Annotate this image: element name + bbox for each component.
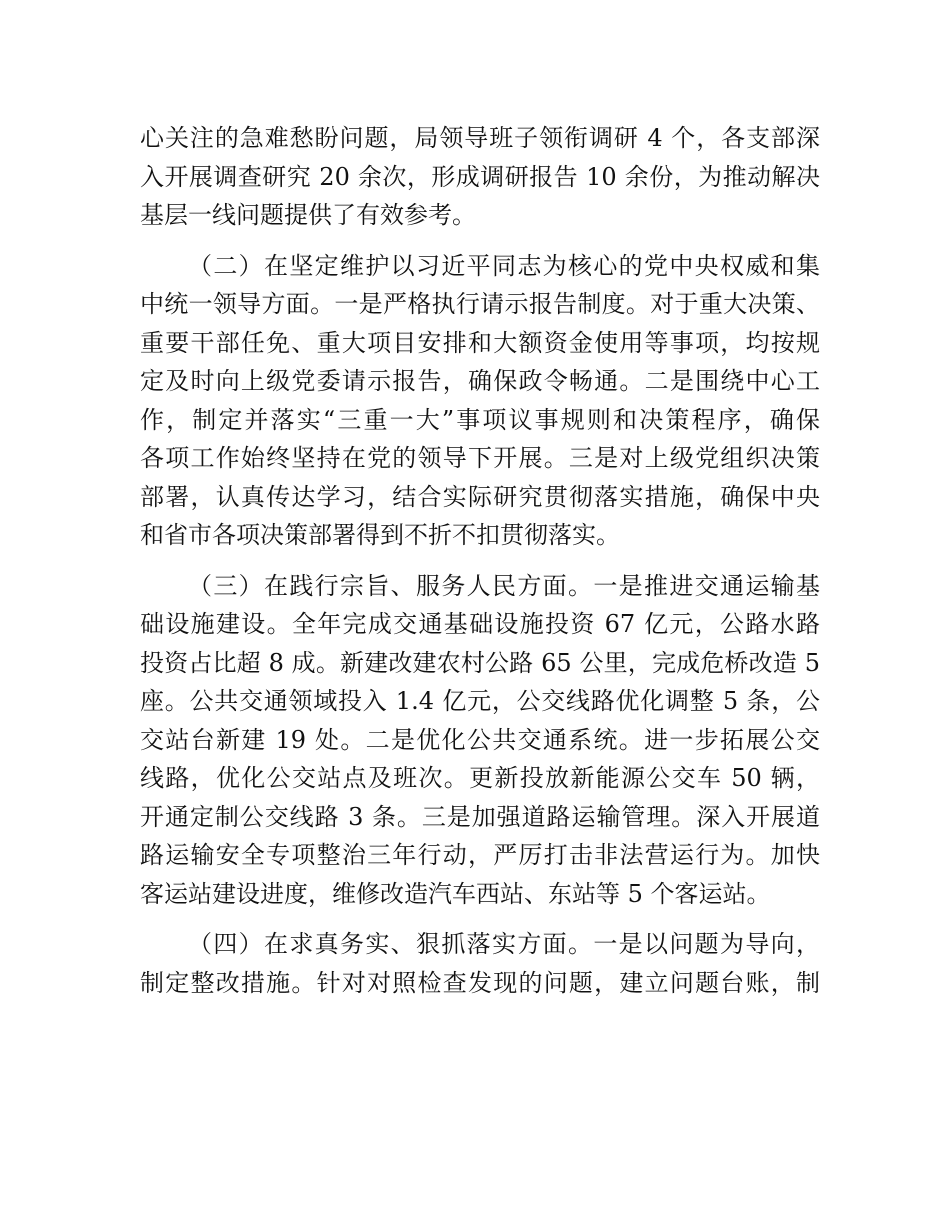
document-body xyxy=(140,119,820,1014)
text-line: 路运输安全专项整治三年行动，严厉打击非法营运行为。加快 xyxy=(140,841,820,869)
text-line: 基层一线问题提供了有效参考。 xyxy=(140,201,476,229)
text-line: 线路，优化公交站点及班次。更新投放新能源公交车 50 辆， xyxy=(140,764,820,792)
text-line: 和省市各项决策部署得到不折不扣贯彻落实。 xyxy=(140,521,620,549)
paragraph-section-three xyxy=(140,567,820,914)
text-line: 中统一领导方面。一是严格执行请示报告制度。对于重大决策、 xyxy=(140,290,820,318)
text-line: 重要干部任免、重大项目安排和大额资金使用等事项，均按规 xyxy=(140,328,820,357)
text-line: 交站台新建 19 处。二是优化公共交通系统。进一步拓展公交 xyxy=(140,725,820,754)
text-line: 座。公共交通领域投入 1.4 亿元，公交线路优化调整 5 条，公 xyxy=(140,687,820,715)
text-line: 各项工作始终坚持在党的领导下开展。三是对上级党组织决策 xyxy=(140,444,820,472)
text-line: 础设施建设。全年完成交通基础设施投资 67 亿元，公路水路 xyxy=(140,610,820,638)
paragraph-research xyxy=(140,119,820,235)
text-line: 开通定制公交线路 3 条。三是加强道路运输管理。深入开展道 xyxy=(140,802,820,831)
section-heading-line: （四）在求真务实、狠抓落实方面。一是以问题为导向， xyxy=(188,930,820,958)
section-heading-line: （二）在坚定维护以习近平同志为核心的党中央权威和集 xyxy=(188,251,820,280)
text-line: 心关注的急难愁盼问题，局领导班子领衔调研 4 个，各支部深 xyxy=(140,124,820,152)
paragraph-section-two xyxy=(140,247,820,555)
text-line: 制定整改措施。针对对照检查发现的问题，建立问题台账，制 xyxy=(140,968,820,997)
text-line: 作，制定并落实“三重一大”事项议事规则和决策程序，确保 xyxy=(140,405,820,434)
text-line: 定及时向上级党委请示报告，确保政令畅通。二是围绕中心工 xyxy=(140,367,820,395)
section-heading-line: （三）在践行宗旨、服务人民方面。一是推进交通运输基 xyxy=(188,571,820,600)
text-line: 部署，认真传达学习，结合实际研究贯彻落实措施，确保中央 xyxy=(140,482,820,511)
text-line: 投资占比超 8 成。新建改建农村公路 65 公里，完成危桥改造 5 xyxy=(140,648,820,677)
text-line: 入开展调查研究 20 余次，形成调研报告 10 余份，为推动解决 xyxy=(140,162,820,191)
paragraph-section-four xyxy=(140,925,820,1002)
text-line: 客运站建设进度，维修改造汽车西站、东站等 5 个客运站。 xyxy=(140,879,771,908)
